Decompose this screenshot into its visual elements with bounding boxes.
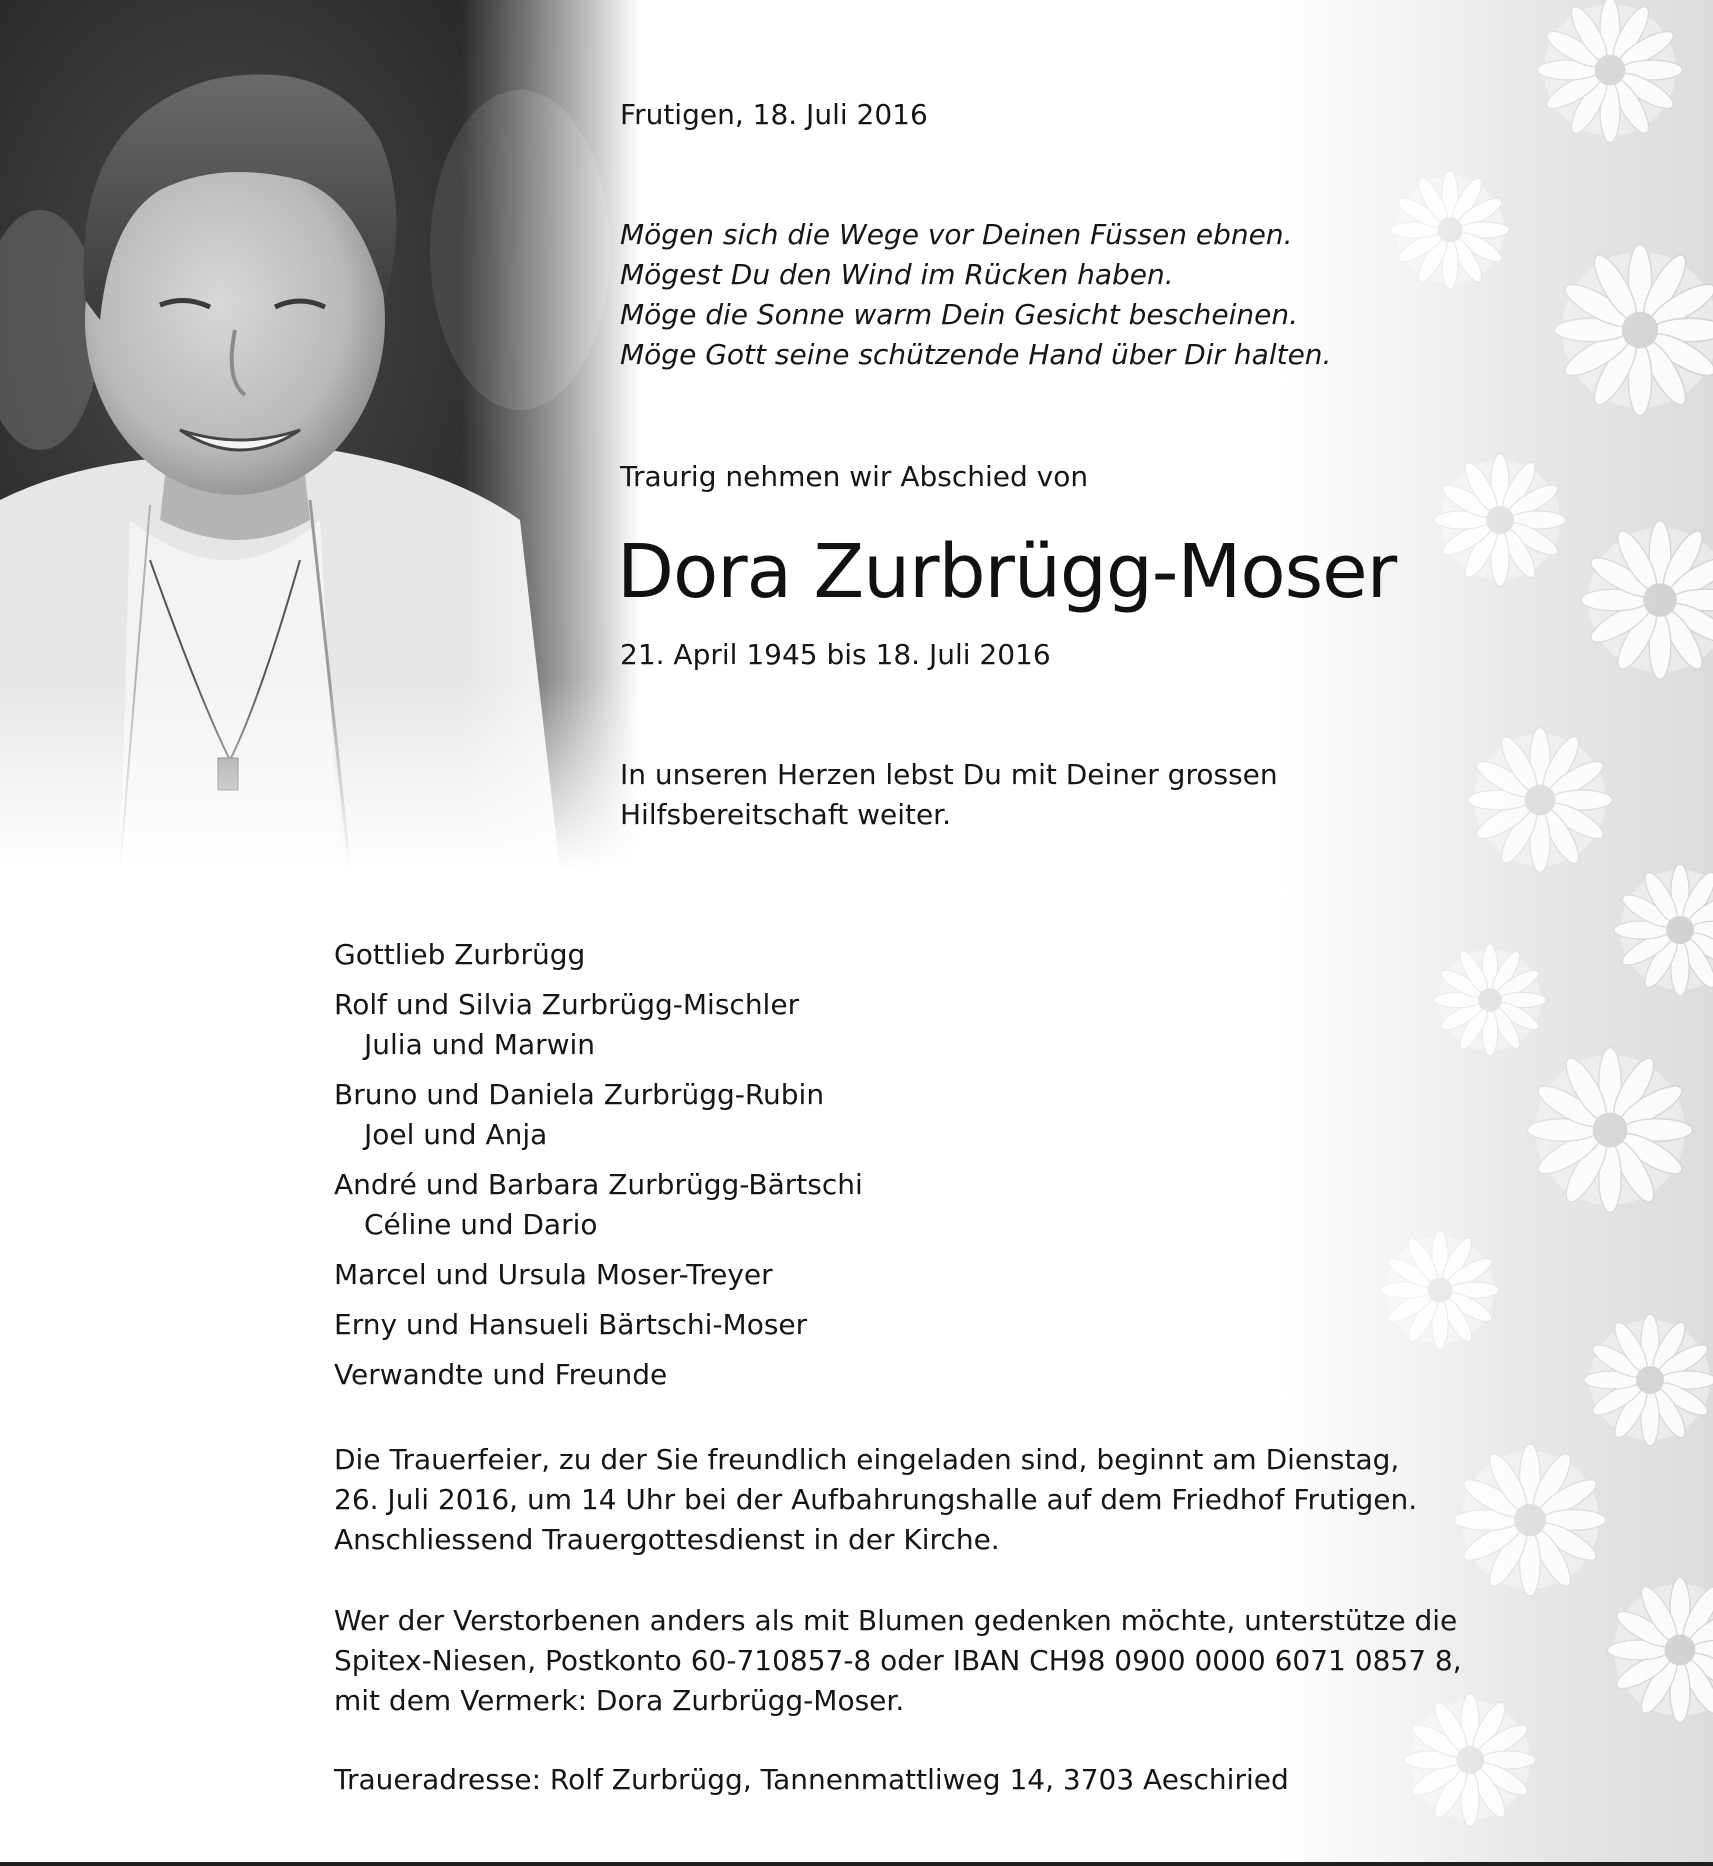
memorial-line: Hilfsbereitschaft weiter.: [620, 798, 952, 831]
mourner-name: André und Barbara Zurbrügg-Bärtschi: [334, 1168, 863, 1201]
donation-line: mit dem Vermerk: Dora Zurbrügg-Moser.: [334, 1684, 905, 1717]
donation-line: Wer der Verstorbenen anders als mit Blumen gedenken möchte, unterstütze die: [334, 1604, 1458, 1637]
poem-line: Möge Gott seine schützende Hand über Dir halten.: [620, 338, 1332, 371]
mourner-entry: [334, 1165, 863, 1245]
flower-background: [1280, 0, 1713, 1866]
bottom-edge-line: [0, 1862, 1713, 1866]
mourner-entry: [334, 935, 863, 975]
mourner-entry: [334, 1355, 863, 1395]
ceremony-line: Die Trauerfeier, zu der Sie freundlich eingeladen sind, beginnt am Dienstag,: [334, 1443, 1400, 1476]
memorial-line: In unseren Herzen lebst Du mit Deiner grossen: [620, 758, 1278, 791]
mourner-name: Verwandte und Freunde: [334, 1358, 668, 1391]
mourners-list: [334, 935, 863, 1405]
mourner-entry: [334, 1075, 863, 1155]
mourner-entry: [334, 1255, 863, 1295]
ceremony-line: Anschliessend Trauergottesdienst in der Kirche.: [334, 1523, 1000, 1556]
life-dates: 21. April 1945 bis 18. Juli 2016: [620, 638, 1051, 671]
mourner-name: Marcel und Ursula Moser-Treyer: [334, 1258, 773, 1291]
mourner-name: Rolf und Silvia Zurbrügg-Mischler: [334, 988, 800, 1021]
donation-info: [334, 1601, 1462, 1721]
deceased-name: Dora Zurbrügg-Moser: [617, 529, 1397, 615]
place-date: Frutigen, 18. Juli 2016: [620, 98, 928, 131]
poem-line: Mögen sich die Wege vor Deinen Füssen ebnen.: [620, 218, 1293, 251]
poem-line: Möge die Sonne warm Dein Gesicht bescheinen.: [620, 298, 1299, 331]
farewell-intro: Traurig nehmen wir Abschied von: [620, 460, 1089, 493]
mourner-name: Bruno und Daniela Zurbrügg-Rubin: [334, 1078, 825, 1111]
ceremony-info: [334, 1440, 1417, 1560]
portrait-photo: [0, 0, 640, 870]
mourner-name: Gottlieb Zurbrügg: [334, 938, 586, 971]
mourner-children: Julia und Marwin: [364, 1028, 596, 1061]
donation-line: Spitex-Niesen, Postkonto 60-710857-8 oder IBAN CH98 0900 0000 6071 0857 8,: [334, 1644, 1462, 1677]
ceremony-line: 26. Juli 2016, um 14 Uhr bei der Aufbahrungshalle auf dem Friedhof Frutigen.: [334, 1483, 1418, 1516]
mourner-name: Erny und Hansueli Bärtschi-Moser: [334, 1308, 808, 1341]
memorial-message: [620, 755, 1278, 835]
mourning-address: Traueradresse: Rolf Zurbrügg, Tannenmattliweg 14, 3703 Aeschiried: [334, 1763, 1289, 1796]
mourner-entry: [334, 1305, 863, 1345]
mourner-children: Céline und Dario: [364, 1208, 598, 1241]
mourner-children: Joel und Anja: [364, 1118, 548, 1151]
poem: [620, 215, 1331, 375]
poem-line: Mögest Du den Wind im Rücken haben.: [620, 258, 1174, 291]
mourner-entry: [334, 985, 863, 1065]
